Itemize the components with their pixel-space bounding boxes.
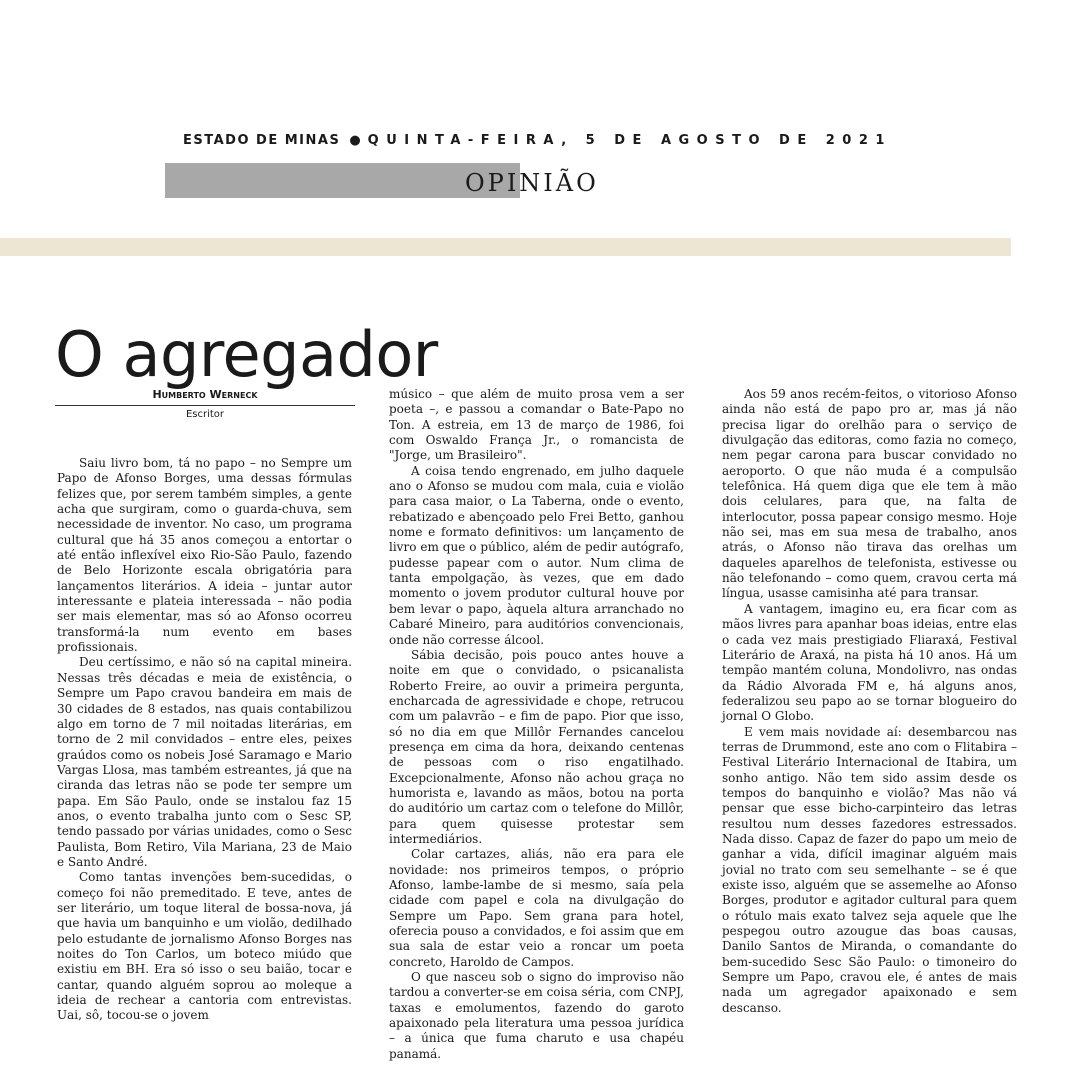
article-paragraph: Deu certíssimo, e não só na capital mineira. Nessas três décadas e meia de existência, o Sempre um Papo cravou bandeira em mais de 30 cidades de 8 estados, nas quais contabilizou algo em torno de 7 mil noitadas literárias, em torno de 2 mil convidados – entre eles, peixes graúdos como os nobeis José Saramago e Mario Vargas Llosa, mas também estreantes, já que na ciranda das letras não se pode ter sempre um papa. Em São Paulo, onde se instalou faz 15 anos, o evento trabalha junto com o Sesc SP, tendo passado por várias unidades, como o Sesc Paulista, Bom Retiro, Vila Mariana, 23 de Maio e Santo André. [57, 655, 352, 869]
article-paragraph: Aos 59 anos recém-feitos, o vitorioso Afonso ainda não está de papo pro ar, mas já não precisa ligar do orelhão para o serviço de divulgação das editoras, como fazia no começo, nem pegar carona para buscar convidado no aeroporto. O que não muda é a compulsão telefônica. Há quem diga que ele tem à mão dois celulares, para que, na falta de interlocutor, possa papear consigo mesmo. Hoje não sei, mas em sua mesa de trabalho, anos atrás, o Afonso não tirava das orelhas um daqueles aparelhos de telefonista, estivesse ou não telefonando – como quem, cravou certa má língua, usasse camisinha até para transar. [722, 387, 1017, 601]
article-paragraph: músico – que além de muito prosa vem a ser poeta –, e passou a comandar o Bate-Papo no Ton. A estreia, em 13 de março de 1986, foi com Oswaldo França Jr., o romancista de "Jorge, um Brasileiro". [389, 387, 684, 463]
article-paragraph: O que nasceu sob o signo do improviso não tardou a converter-se em coisa séria, com CNPJ, taxas e emolumentos, fazendo do garoto apaixonado pela literatura uma pessoa jurídica – a única que fuma charuto e usa chapéu panamá. [389, 970, 684, 1061]
decorative-band [0, 238, 1011, 256]
byline-divider [55, 405, 355, 406]
author-role: Escritor [185, 409, 225, 420]
article-column-2 [389, 387, 684, 1062]
bullet-separator-icon: ● [349, 133, 361, 148]
article-paragraph: Saiu livro bom, tá no papo – no Sempre um Papo de Afonso Borges, uma dessas fórmulas felizes que, por serem também simples, a gente acha que surgiram, como o guarda-chuva, sem necessidade de inventor. No caso, um programa cultural que há 35 anos começou a entortar o até então inflexível eixo Rio-São Paulo, fazendo de Belo Horizonte escala obrigatória para lançamentos literários. A ideia – juntar autor interessante e plateia interessada – não podia ser mais elementar, mas só ao Afonso ocorreu transformá-la num evento em bases profissionais. [57, 456, 352, 655]
article-paragraph: E vem mais novidade aí: desembarcou nas terras de Drummond, este ano com o Flitabira – Festival Literário Internacional de Itabira, um sonho antigo. Não tem sido assim desde os tempos do banquinho e violão? Mas não vá pensar que esse bicho-carpinteiro das letras resultou num desses fazedores estressados. Nada disso. Capaz de fazer do papo um meio de ganhar a vida, difícil imaginar alguém mais jovial no trato com seu semelhante – se é que existe isso, alguém que se assemelhe ao Afonso Borges, produtor e agitador cultural para quem o rótulo mais exato talvez seja aquele que lhe pespegou outro azougue das boas causas, Danilo Santos de Miranda, o comandante do bem-sucedido Sesc São Paulo: o timoneiro do Sempre um Papo, cravou ele, é antes de mais nada um agregador apaixonado e sem descanso. [722, 724, 1017, 1015]
article-paragraph: Sábia decisão, pois pouco antes houve a noite em que o convidado, o psicanalista Roberto Freire, ao ouvir a primeira pergunta, encharcada de agressividade e chope, retrucou com um palavrão – e fim de papo. Pior que isso, só no dia em que Millôr Fernandes cancelou presença em cima da hora, deixando centenas de pessoas com o riso engatilhado. Excepcionalmente, Afonso não achou graça no humorista e, lavando as mãos, botou na porta do auditório um cartaz com o telefone do Millôr, para quem quisesse protestar sem intermediários. [389, 647, 684, 846]
article-paragraph: Como tantas invenções bem-sucedidas, o começo foi não premeditado. E teve, antes de ser literário, um toque literal de bossa-nova, já que havia um banquinho e um violão, dedilhado pelo estudante de jornalismo Afonso Borges nas noites do Ton Carlos, um boteco miúdo que existiu em BH. Era só isso o seu baião, tocar e cantar, quando alguém soprou ao moleque a ideia de rechear a cantoria com entrevistas. Uai, sô, tocou-se o jovem [57, 870, 352, 1023]
author-name: Humberto Werneck [152, 388, 258, 401]
issue-date: QUINTA-FEIRA, 5 DE AGOSTO DE 2021 [367, 133, 892, 148]
article-paragraph: Colar cartazes, aliás, não era para ele novidade: nos primeiros tempos, o próprio Afonso, lambe-lambe de si mesmo, saía pela cidade com papel e cola na divulgação do Sempre um Papo. Sem grana para hotel, oferecia pouso a convidados, e foi assim que em sua sala de estar veio a roncar um poeta concreto, Haroldo de Campos. [389, 847, 684, 969]
article-paragraph: A vantagem, imagino eu, era ficar com as mãos livres para apanhar boas ideias, entre elas o cada vez mais prestigiado Fliaraxá, Festival Literário de Araxá, na pista há 10 anos. Há um tempão mantém coluna, Mondolivro, nas ondas da Rádio Alvorada FM e, há alguns anos, federalizou seu papo ao se tornar blogueiro do jornal O Globo. [722, 601, 1017, 724]
article-paragraph: A coisa tendo engrenado, em julho daquele ano o Afonso se mudou com mala, cuia e violão para casa maior, o La Taberna, onde o evento, rebatizado e abençoado pelo Frei Betto, ganhou nome e formato definitivos: um lançamento de livro em que o público, além de pedir autógrafo, pudesse papear com o autor. Num clima de tanta empolgação, às vezes, que em dado momento o jovem produtor cultural houve por bem levar o papo, àquela altura arranchado no Cabaré Mineiro, para auditórios convencionais, onde não corresse álcool. [389, 463, 684, 647]
section-label: OPINIÃO [465, 169, 599, 197]
article-column-3 [722, 387, 1017, 1016]
masthead [183, 133, 892, 148]
byline [55, 388, 355, 420]
section-header [165, 163, 893, 198]
article-column-1 [57, 456, 352, 1024]
newspaper-name: ESTADO DE MINAS [183, 133, 341, 148]
article-headline: O agregador [55, 317, 438, 391]
